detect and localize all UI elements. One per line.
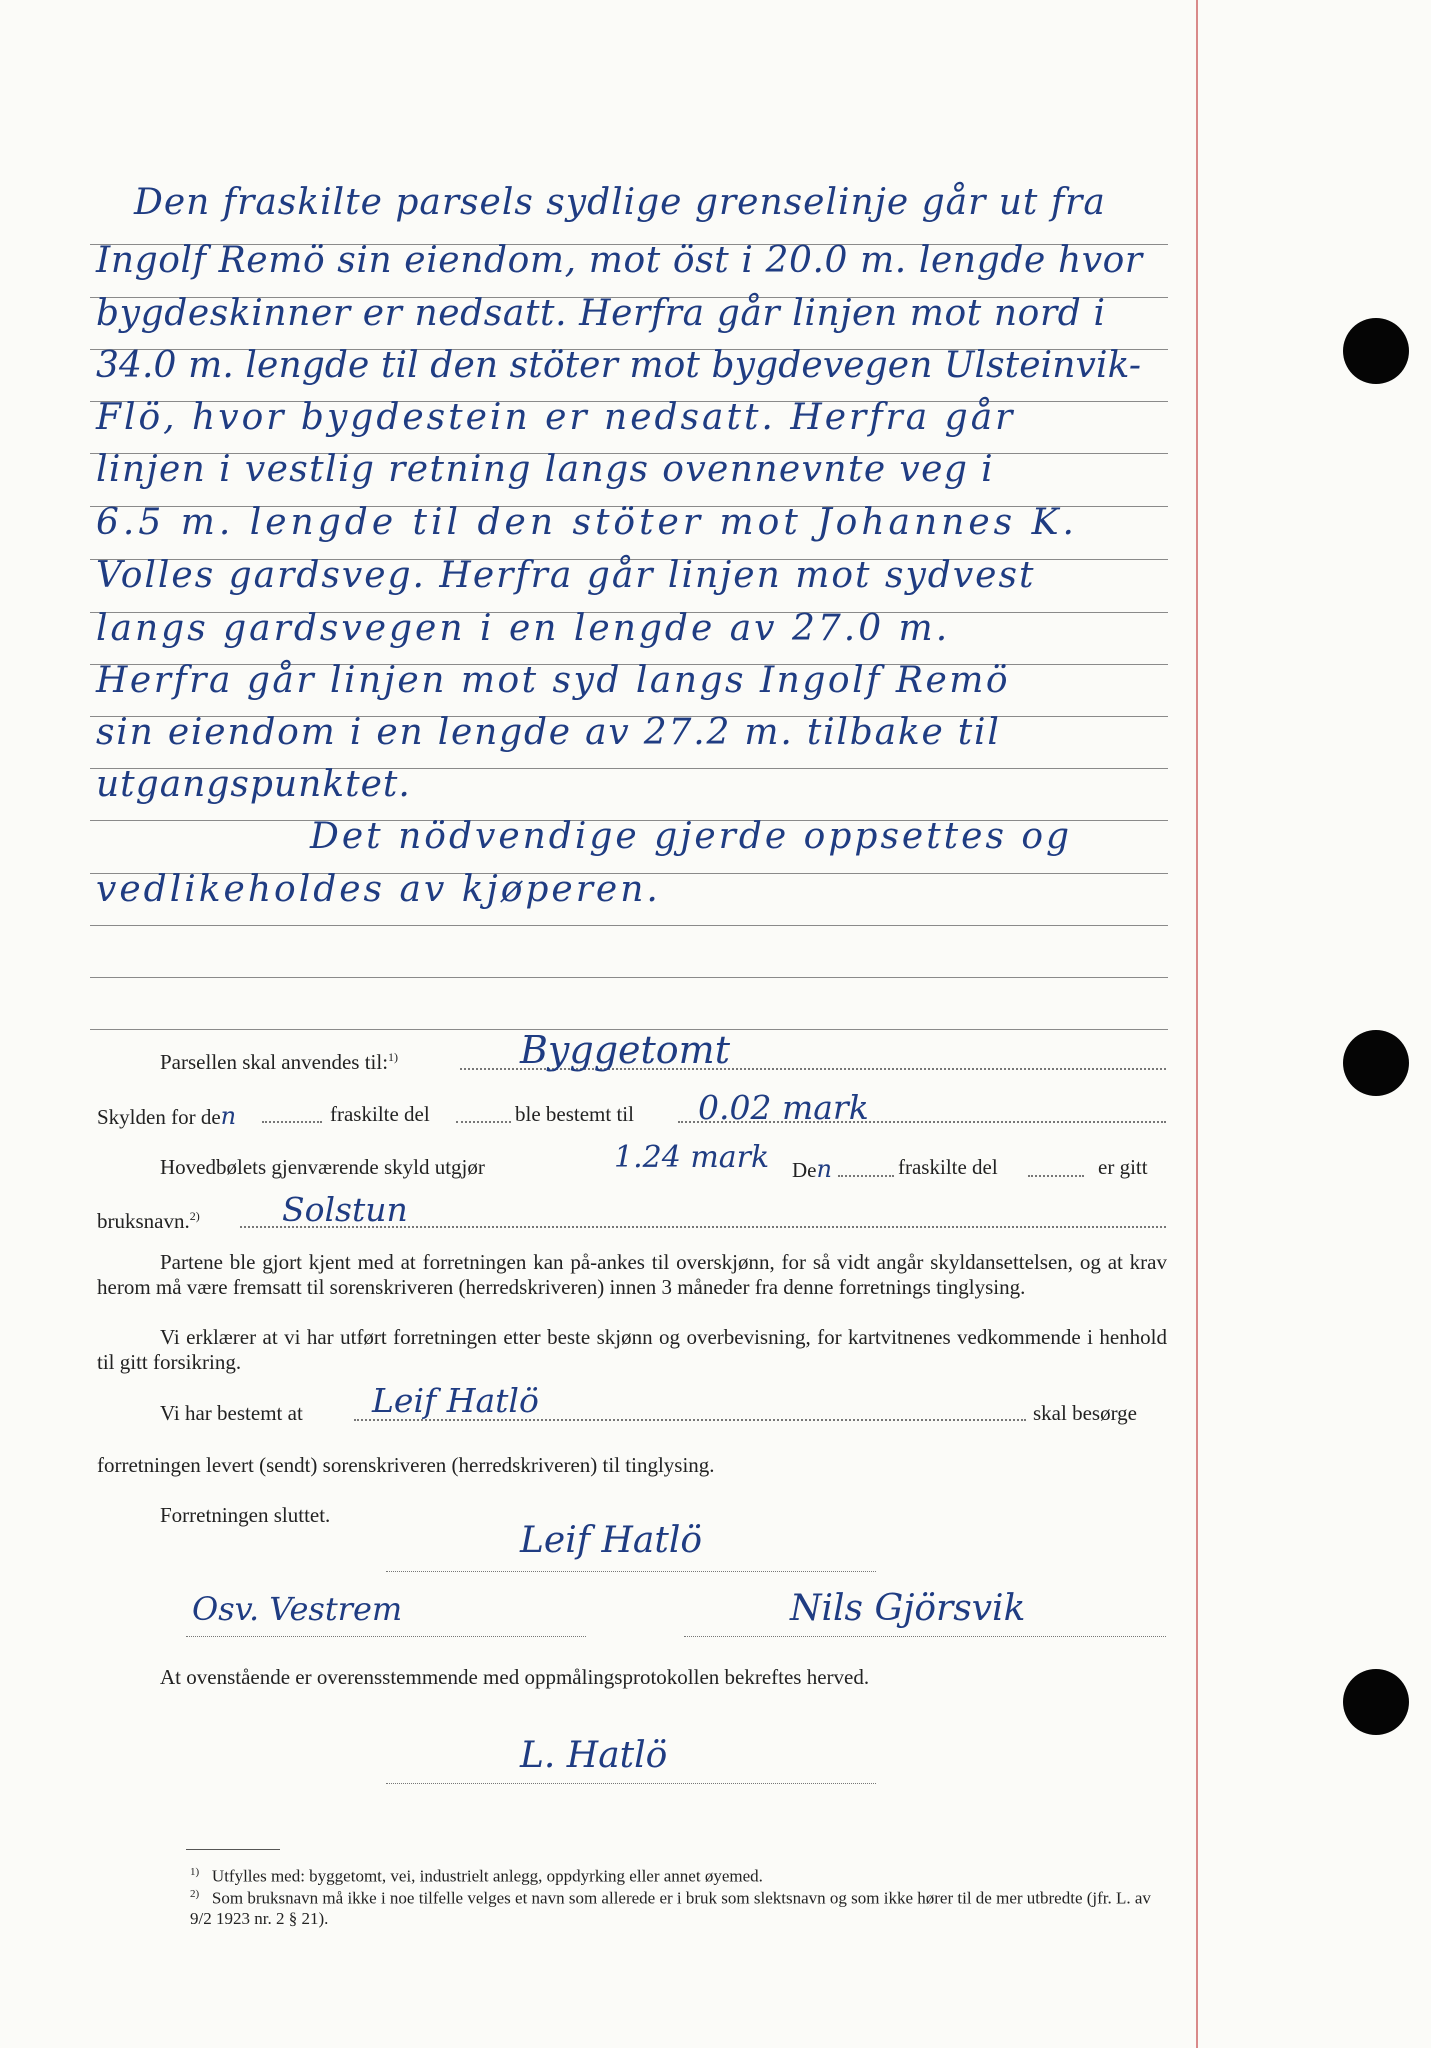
signature-line: [386, 1783, 876, 1784]
determined-value: Leif Hatlö: [372, 1381, 539, 1420]
handwritten-line: linjen i vestlig retning langs ovennevnte veg i: [96, 449, 995, 490]
signature-line: [684, 1636, 1166, 1637]
skyld-label-b: fraskilte del: [330, 1102, 430, 1126]
skyld-value: 0.02 mark: [698, 1088, 869, 1127]
skyld-label-c: ble bestemt til: [515, 1102, 634, 1126]
bruksnavn-value: Solstun: [282, 1190, 408, 1229]
determined-label: Vi har bestemt at: [160, 1401, 303, 1425]
bruksnavn-label: bruksnavn.$^{2)}$: [97, 1209, 200, 1233]
handwritten-line: Den fraskilte parsels sydlige grenselinje går ut fra: [134, 182, 1106, 223]
footnote-ref: 1): [388, 1050, 399, 1064]
handwritten-line: utgangspunktet.: [96, 764, 411, 805]
handwritten-line: 34.0 m. lengde til den stöter mot bygdevegen Ulsteinvik-: [96, 345, 1142, 386]
gitt-label: er gitt: [1098, 1155, 1148, 1179]
binder-hole: [1343, 1030, 1409, 1096]
den-fill: n: [816, 1155, 832, 1183]
handwritten-line: Herfra går linjen mot syd langs Ingolf Remö: [96, 660, 1011, 701]
handwritten-line: langs gardsvegen i en lengde av 27.0 m.: [96, 608, 951, 649]
delivered-text: forretningen levert (sendt) sorenskriveren (herredskriveren) til tinglysing.: [97, 1453, 715, 1477]
footnote-2: $^{2)}$ Som bruksnavn må ikke i noe tilfelle velges et navn som allerede er i bruk som slektsnavn og som ikke hører til de mer utbredte (jfr. L. av 9/2 1923 nr. 2 § 21).: [190, 1888, 1151, 1928]
fraskilte-label: fraskilte del: [898, 1155, 998, 1179]
fill-line: [456, 1121, 511, 1123]
appeal-paragraph: Partene ble gjort kjent med at forretningen kan på-ankes til overskjønn, for så vidt angår skyldansettelsen, og at krav herom må være fremsatt til sorenskriveren (herredskriveren) innen 3 måneder fra denne forretnings tinglysing.: [97, 1250, 1167, 1299]
fill-line: [838, 1175, 894, 1177]
footnote-rule: [186, 1849, 280, 1850]
binder-hole: [1343, 318, 1409, 384]
handwritten-line: vedlikeholdes av kjøperen.: [96, 869, 661, 910]
usage-label: Parsellen skal anvendes til:$^{1)}$: [160, 1050, 399, 1074]
concluded-text: Forretningen sluttet.: [160, 1503, 331, 1527]
handwritten-line: bygdeskinner er nedsatt. Herfra går linjen mot nord i: [96, 293, 1106, 334]
footnote-ref: 2): [189, 1209, 200, 1223]
fill-line: [262, 1121, 322, 1123]
ruled-line: [90, 977, 1168, 978]
binder-hole: [1343, 1669, 1409, 1735]
skyld-fill-n: n: [220, 1102, 237, 1130]
ensure-label: skal besørge: [1033, 1401, 1138, 1425]
margin-line: [1196, 0, 1198, 2048]
remaining-label: Hovedbølets gjenværende skyld utgjør: [160, 1155, 485, 1179]
signature-main: Leif Hatlö: [520, 1520, 703, 1561]
confirm-text: At ovenstående er overensstemmende med oppmålingsprotokollen bekreftes herved.: [160, 1665, 870, 1689]
skyld-label: Skylden for den: [97, 1102, 237, 1130]
handwritten-line: Det nödvendige gjerde oppsettes og: [310, 816, 1073, 857]
footnote-1: $^{1)}$ Utfylles med: byggetomt, vei, industrielt anlegg, oppdyrking eller annet øyemed.: [190, 1866, 763, 1886]
den-label: Den: [792, 1155, 832, 1183]
handwritten-line: Volles gardsveg. Herfra går linjen mot sydvest: [96, 555, 1036, 596]
usage-value: Byggetomt: [520, 1028, 730, 1072]
ruled-line: [90, 925, 1168, 926]
signature-line: [386, 1571, 876, 1572]
signature-witness-right: Nils Gjörsvik: [790, 1588, 1026, 1629]
remaining-value: 1.24 mark: [614, 1140, 770, 1175]
signature-line: [186, 1636, 586, 1637]
handwritten-line: Flö, hvor bygdestein er nedsatt. Herfra går: [96, 397, 1016, 438]
fill-line: [1028, 1175, 1084, 1177]
handwritten-line: sin eiendom i en lengde av 27.2 m. tilbake til: [96, 712, 1001, 753]
signature-confirm: L. Hatlö: [520, 1735, 668, 1776]
handwritten-line: 6.5 m. lengde til den stöter mot Johannes K.: [96, 502, 1078, 543]
handwritten-line: Ingolf Remö sin eiendom, mot öst i 20.0 m. lengde hvor: [96, 240, 1143, 281]
signature-witness-left: Osv. Vestrem: [192, 1590, 403, 1628]
declaration-paragraph: Vi erklærer at vi har utført forretningen etter beste skjønn og overbevisning, for kartvitnenes vedkommende i henhold til gitt forsikring.: [97, 1325, 1167, 1374]
